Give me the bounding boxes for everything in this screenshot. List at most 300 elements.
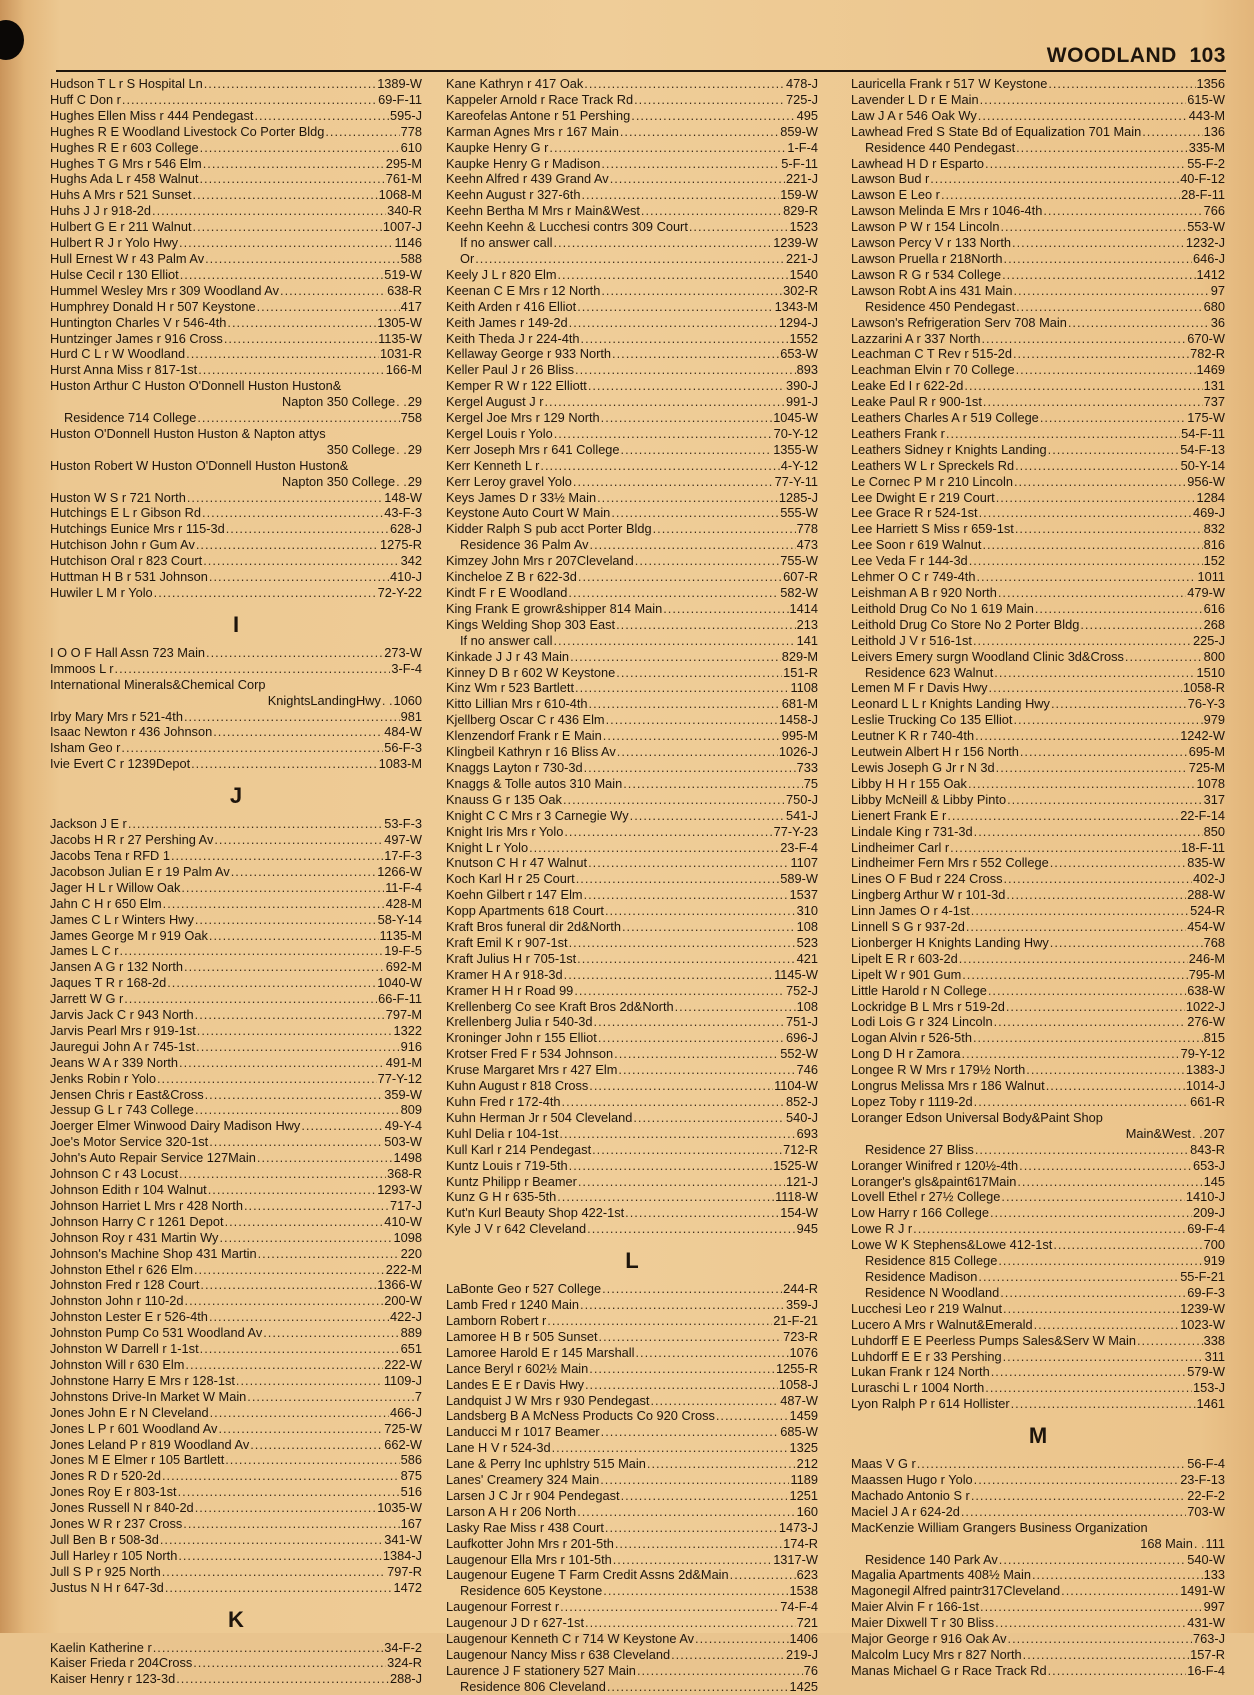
leader-dots [980, 1599, 1203, 1615]
leader-dots [208, 1182, 376, 1198]
listing-name: Keely J L r 820 Elm [446, 266, 557, 282]
phone-number: 359-W [384, 1086, 422, 1102]
phone-number: 491-M [385, 1054, 422, 1070]
phone-number: 54-F-11 [1181, 425, 1225, 441]
listing-entry [851, 935, 1225, 951]
listing-name: Justus N H r 647-3d [50, 1579, 164, 1595]
phone-number: 1078 [1196, 775, 1225, 791]
leader-dots [631, 108, 795, 124]
leader-dots [618, 1062, 795, 1078]
phone-number: 148-W [384, 489, 422, 505]
listing-entry [446, 219, 818, 235]
listing-entry [851, 1094, 1225, 1110]
phone-number: 755-W [780, 553, 818, 569]
listing-entry [446, 394, 818, 410]
listing-entry [851, 1663, 1225, 1679]
phone-number: 751-J [785, 1014, 818, 1030]
listing-entry [851, 203, 1225, 219]
phone-number: 1035-W [377, 1500, 422, 1516]
leader-dots [1013, 712, 1202, 728]
phone-number: 651 [400, 1341, 422, 1357]
phone-number: 1491-W [1180, 1583, 1225, 1599]
listing-name: Irby Mary Mrs r 521-4th [50, 708, 183, 724]
listing-entry [446, 1647, 818, 1663]
listing-entry [446, 1520, 818, 1536]
leader-dots [623, 776, 803, 792]
phone-number: 7 [414, 1388, 422, 1404]
listing-name: Lawson's Refrigeration Serv 708 Main [851, 314, 1067, 330]
phone-number: 979 [1203, 712, 1225, 728]
leader-dots [584, 76, 785, 92]
leader-dots [578, 569, 782, 585]
leader-dots [564, 824, 772, 840]
leader-dots [1046, 1078, 1185, 1094]
leader-dots [396, 442, 407, 458]
listing-entry [446, 601, 818, 617]
phone-number: 1294-J [778, 314, 818, 330]
phone-number: 1076 [789, 1344, 818, 1360]
listing-name: Jones Leland P r 819 Woodland Av [50, 1436, 250, 1452]
listing-entry [851, 569, 1225, 585]
leader-dots [121, 740, 383, 756]
listing-entry [446, 680, 818, 696]
listing-name: Hutchison John r Gum Av [50, 537, 195, 553]
listing-name: Huntzinger James r 916 Cross [50, 330, 223, 346]
phone-number: 995-M [781, 728, 818, 744]
listing-entry [50, 1452, 422, 1468]
listing-name: Lucero A Mrs r Walnut&Emerald [851, 1316, 1033, 1332]
phone-number: 167 [400, 1516, 422, 1532]
listing-entry [851, 1221, 1225, 1237]
listing-entry [851, 1062, 1225, 1078]
listing-subentry [851, 665, 1225, 681]
listing-entry [446, 124, 818, 140]
phone-number: 1384-J [382, 1547, 422, 1563]
phone-number: 1026-J [778, 744, 818, 760]
leader-dots [983, 394, 1203, 410]
listing-name: Keller Paul J r 26 Bliss [446, 362, 575, 378]
listing-name: Lukan Frank r 124 North [851, 1364, 990, 1380]
listing-name: Hurst Anna Miss r 817-1st [50, 362, 198, 378]
listing-name: Lanes' Creamery 324 Main [446, 1472, 600, 1488]
phone-number: 390-J [785, 378, 818, 394]
phone-number: 1098 [393, 1229, 422, 1245]
leader-dots [160, 1532, 383, 1548]
leader-dots [559, 1126, 795, 1142]
leader-dots [569, 935, 796, 951]
listing-name: Joe's Motor Service 320-1st [50, 1134, 209, 1150]
listing-name: Johnson C r 43 Locust [50, 1166, 179, 1182]
listing-entry [446, 744, 818, 760]
leader-dots [225, 1452, 399, 1468]
listing-name: Hull Ernest W r 43 Palm Av [50, 250, 205, 266]
listing-name: Jackson J E r [50, 816, 127, 832]
leader-dots [978, 108, 1188, 124]
phone-number: 916 [400, 1038, 422, 1054]
phone-number: 628-J [389, 521, 422, 537]
leader-dots [999, 1552, 1187, 1568]
phone-number: 1045-W [773, 410, 818, 426]
listing-entry [446, 267, 818, 283]
listing-entry [50, 1405, 422, 1421]
phone-number: 692-M [385, 959, 422, 975]
listing-entry [446, 1377, 818, 1393]
leader-dots [257, 1150, 393, 1166]
leader-dots [982, 537, 1202, 553]
leader-dots [231, 864, 376, 880]
leader-dots [1011, 1396, 1196, 1412]
leader-dots [570, 649, 781, 665]
listing-entry [851, 617, 1225, 633]
leader-dots [219, 1230, 392, 1246]
phone-number: 1305-W [377, 314, 422, 330]
listing-entry [851, 156, 1225, 172]
listing-name: Kings Welding Shop 303 East [446, 616, 616, 632]
listing-entry [50, 1293, 422, 1309]
listing-entry [446, 1504, 818, 1520]
leader-dots [588, 855, 789, 871]
phone-number: 136 [1203, 123, 1225, 139]
leader-dots [590, 537, 796, 553]
phone-number: 700 [1203, 1237, 1225, 1253]
phone-number: 16-F-4 [1187, 1662, 1225, 1678]
listing-name: Hulbert R J r Yolo Hwy [50, 235, 179, 251]
listing-name: Lauricella Frank r 517 W Keystone [851, 76, 1048, 91]
leader-dots [1007, 792, 1203, 808]
listing-name: Huhs A Mrs r 521 Sunset [50, 187, 192, 203]
phone-number: 750-J [785, 791, 818, 807]
phone-number: 70-Y-12 [773, 425, 818, 441]
listing-name: Manas Michael G r Race Track Rd [851, 1662, 1047, 1678]
listing-subentry [446, 633, 818, 649]
leader-dots [171, 848, 383, 864]
phone-number: 1472 [393, 1579, 422, 1595]
listing-entry [446, 187, 818, 203]
leader-dots [675, 999, 796, 1015]
listing-name: Kerr Joseph Mrs r 641 College [446, 441, 620, 457]
listing-entry [851, 712, 1225, 728]
leader-dots [162, 1468, 400, 1484]
leader-dots [577, 1504, 795, 1520]
leader-dots [605, 1520, 778, 1536]
listing-name: Loranger Winifred r 120½-4th [851, 1157, 1019, 1173]
listing-entry [50, 1087, 422, 1103]
listing-entry [446, 410, 818, 426]
listing-entry [446, 919, 818, 935]
listing-entry [851, 1046, 1225, 1062]
phone-number: 991-J [785, 394, 818, 410]
listing-entry [50, 1214, 422, 1230]
leader-dots [592, 1142, 782, 1158]
phone-number: 75 [803, 775, 818, 791]
listing-name: Huston O'Donnell Huston Huston & Napton attys [50, 425, 326, 441]
phone-number: 1058-R [1183, 680, 1225, 696]
listing-name: Law J A r 546 Oak Wy [851, 107, 977, 123]
listing-name: Lee Harriett S Miss r 659-1st [851, 521, 1014, 537]
phone-number: 703-W [1187, 1503, 1225, 1519]
listing-entry [446, 1488, 818, 1504]
listing-name: Jarvis Pearl Mrs r 919-1st [50, 1022, 196, 1038]
phone-number: 72-Y-22 [377, 585, 422, 600]
section-letter: J [229, 783, 243, 809]
leader-dots [553, 633, 795, 649]
listing-name: Leutner K R r 740-4th [851, 728, 975, 744]
listing-name: Klenzendorf Frank r E Main [446, 728, 602, 744]
leader-dots [197, 1023, 393, 1039]
listing-name: Keenan C E Mrs r 12 North [446, 282, 601, 298]
listing-entry [851, 521, 1225, 537]
leader-dots [975, 1142, 1189, 1158]
leader-dots [1000, 1285, 1186, 1301]
listing-name: Lawson Bud r [851, 171, 930, 187]
listing-name: Jansen A G r 132 North [50, 959, 184, 975]
listing-entry [851, 1396, 1225, 1412]
listing-entry [851, 792, 1225, 808]
listing-entry [851, 855, 1225, 871]
listing-name: Jones R D r 520-2d [50, 1468, 161, 1484]
phone-number: 670-W [1187, 330, 1225, 346]
phone-number: 1118-W [775, 1189, 818, 1205]
listing-entry [50, 362, 422, 378]
listing-entry [446, 1205, 818, 1221]
listing-entry [50, 1671, 422, 1687]
phone-number: 1356 [1196, 76, 1225, 91]
phone-number: 893 [796, 362, 818, 378]
phone-number: 484-W [384, 724, 422, 740]
listing-entry [851, 1615, 1225, 1631]
leader-dots [1061, 1583, 1179, 1599]
listing-entry [50, 235, 422, 251]
leader-dots [1001, 1189, 1184, 1205]
phone-number: 956-W [1187, 473, 1225, 489]
phone-number: 782-R [1190, 346, 1225, 362]
phone-number: 76-Y-3 [1187, 696, 1225, 712]
listing-entry [50, 816, 422, 832]
listing-name: Linn James O r 4-1st [851, 903, 970, 919]
phone-number: 661-R [1190, 1094, 1225, 1109]
leader-dots [959, 951, 1188, 967]
leader-dots [152, 203, 386, 219]
phone-number: 681-M [781, 696, 818, 712]
leader-dots [529, 840, 779, 856]
phone-number: 1040-W [377, 975, 422, 991]
listing-subentry [851, 1269, 1225, 1285]
listing-entry [50, 959, 422, 975]
leader-dots [254, 108, 389, 124]
leader-dots [552, 1440, 789, 1456]
listing-name: Laugenour Ella Mrs r 101-5th [446, 1551, 612, 1567]
phone-number: 166-M [385, 362, 422, 378]
listing-name: Hughes Ellen Miss r 444 Pendegast [50, 107, 254, 123]
listing-entry [50, 1357, 422, 1373]
listing-name: Lawson Pruella r 218North [851, 250, 1003, 266]
leader-dots [200, 1341, 400, 1357]
phone-number: 685-W [780, 1424, 818, 1440]
listing-subentry [851, 1285, 1225, 1301]
phone-number: 1-F-4 [787, 139, 818, 155]
listing-entry [50, 943, 422, 959]
listing-name: Laugenour Eugene T Farm Credit Assns 2d&Main [446, 1567, 729, 1583]
phone-number: 341-W [384, 1531, 422, 1547]
listing-name: I O O F Hall Assn 723 Main [50, 644, 206, 660]
phone-number: 340-R [387, 203, 422, 219]
listing-entry [851, 474, 1225, 490]
listing-entry [50, 521, 422, 537]
listing-name: Knight L r Yolo [446, 839, 529, 855]
section-letter: M [1028, 1423, 1048, 1449]
leader-dots [210, 1405, 389, 1421]
phone-number: 200-W [384, 1293, 422, 1309]
listing-subentry [446, 1583, 818, 1599]
listing-entry [851, 585, 1225, 601]
listing-subentry [851, 1552, 1225, 1568]
listing-name: MacKenzie William Grangers Business Organization [851, 1519, 1148, 1535]
leader-dots [968, 776, 1196, 792]
listing-name: Lindheimer Fern Mrs r 552 College [851, 855, 1049, 871]
listing-name: Johnson Harriet L Mrs r 428 North [50, 1197, 243, 1213]
listing-entry [851, 171, 1225, 187]
phone-number: 1322 [393, 1022, 422, 1038]
listing-entry [446, 840, 818, 856]
leader-dots [178, 1548, 382, 1564]
listing-entry [446, 712, 818, 728]
listing-name: Kergel Louis r Yolo [446, 425, 553, 441]
phone-number: 1014-J [1185, 1078, 1225, 1094]
listing-entry [446, 490, 818, 506]
listing-entry [50, 756, 422, 772]
listing-entry [851, 537, 1225, 553]
phone-number: 653-J [1192, 1157, 1225, 1173]
listing-entry [50, 1023, 422, 1039]
phone-number: 503-W [384, 1134, 422, 1150]
phone-number: 616 [1203, 600, 1225, 616]
phone-number: 1007-J [382, 219, 422, 235]
listing-entry [446, 728, 818, 744]
phone-number: 288-J [389, 1671, 422, 1687]
leader-dots [1020, 744, 1188, 760]
leader-dots [603, 1583, 788, 1599]
listing-entry [851, 728, 1225, 744]
leader-dots [981, 331, 1186, 347]
listing-entry [446, 1189, 818, 1205]
listing-entry [50, 171, 422, 187]
listing-name: Lindale King r 731-3d [851, 823, 973, 839]
listing-entry [446, 1663, 818, 1679]
phone-number: 945 [796, 1221, 818, 1237]
listing-name: King Frank E growr&shipper 814 Main [446, 600, 663, 616]
phone-number: 17-F-3 [384, 847, 422, 863]
listing-name: Magonegil Alfred paintr317Cleveland [851, 1583, 1061, 1599]
phone-number: 222-W [384, 1356, 422, 1372]
listing-name: Johnston Fred r 128 Court [50, 1277, 200, 1293]
leader-dots [961, 1504, 1186, 1520]
listing-name: Kramer H H r Road 99 [446, 982, 574, 998]
listing-entry [851, 1078, 1225, 1094]
listing-entry [446, 1361, 818, 1377]
listing-name: Linnell S G r 937-2d [851, 919, 965, 935]
leader-dots [1034, 1317, 1180, 1333]
phone-number: 610 [400, 139, 422, 155]
phone-number: 417 [400, 298, 422, 314]
phone-number: 145 [1203, 1173, 1225, 1189]
listing-name: Leithold Drug Co Store No 2 Porter Bldg [851, 616, 1080, 632]
listing-entry [446, 935, 818, 951]
leader-dots [1194, 1536, 1205, 1552]
leader-dots [200, 140, 400, 156]
listing-name: Luraschi L r 1004 North [851, 1380, 985, 1396]
listing-name: Krotser Fred F r 534 Johnson [446, 1046, 614, 1062]
listing-entry [50, 661, 422, 677]
listing-entry [851, 1205, 1225, 1221]
listing-entry [851, 1583, 1225, 1599]
leader-dots [613, 1552, 772, 1568]
listing-name: Jull Harley r 105 North [50, 1547, 178, 1563]
listing-entry [50, 1548, 422, 1564]
leader-dots [124, 991, 377, 1007]
listing-name: Loranger Edson Universal Body&Paint Shop [851, 1109, 1103, 1125]
listing-subentry [851, 1253, 1225, 1269]
listing-subentry [446, 537, 818, 553]
leader-dots [1142, 124, 1202, 140]
leader-dots [575, 362, 796, 378]
listing-name: Long D H r Zamora [851, 1046, 961, 1062]
phone-number: 646-J [1192, 250, 1225, 266]
binder-hole [0, 20, 24, 60]
listing-name: If no answer call [460, 235, 553, 251]
leader-dots [636, 1345, 789, 1361]
phone-number: 58-Y-14 [377, 911, 422, 927]
leader-dots [663, 601, 788, 617]
leader-dots [280, 283, 386, 299]
phone-number: 1104-W [774, 1078, 818, 1094]
listing-name: Malcolm Lucy Mrs r 827 North [851, 1647, 1022, 1662]
phone-number: 1473-J [778, 1519, 818, 1535]
listing-entry [446, 967, 818, 983]
phone-number: 623 [796, 1567, 818, 1583]
listing-name: Hughs Ada L r 458 Walnut [50, 171, 199, 187]
leader-dots [1004, 871, 1192, 887]
leader-dots [985, 1380, 1192, 1396]
listing-name: Huston Arthur C Huston O'Donnell Huston Huston& [50, 378, 342, 394]
phone-number: 552-W [780, 1046, 818, 1062]
leader-dots [585, 1377, 778, 1393]
phone-number: 21-F-21 [773, 1312, 818, 1328]
listing-entry [851, 1504, 1225, 1520]
listing-name: Kidder Ralph S pub acct Porter Bldg [446, 521, 652, 537]
listing-entry [851, 1030, 1225, 1046]
listing-entry [446, 1078, 818, 1094]
leader-dots [637, 1663, 803, 1679]
listing-name: James George M r 919 Oak [50, 927, 208, 943]
listing-entry [446, 1030, 818, 1046]
leader-dots [650, 1393, 779, 1409]
listing-entry [851, 1364, 1225, 1380]
listing-entry [446, 824, 818, 840]
listing-name: Johnston Pump Co 531 Woodland Av [50, 1325, 263, 1341]
listing-name: Kinney D B r 602 W Keystone [446, 664, 616, 680]
leader-dots [1000, 219, 1186, 235]
listing-name: Leachman C T Rev r 515-2d [851, 346, 1012, 362]
listing-entry [50, 585, 422, 601]
phone-number: 815 [1203, 1030, 1225, 1046]
listing-entry [851, 649, 1225, 665]
listing-entry [851, 1014, 1225, 1030]
listing-name: Kut'n Kurl Beauty Shop 422-1st [446, 1205, 625, 1221]
listing-entry [446, 426, 818, 442]
listing-name: Lee Soon r 619 Walnut [851, 537, 982, 553]
leader-dots [176, 1671, 389, 1687]
leader-dots [195, 1007, 385, 1023]
